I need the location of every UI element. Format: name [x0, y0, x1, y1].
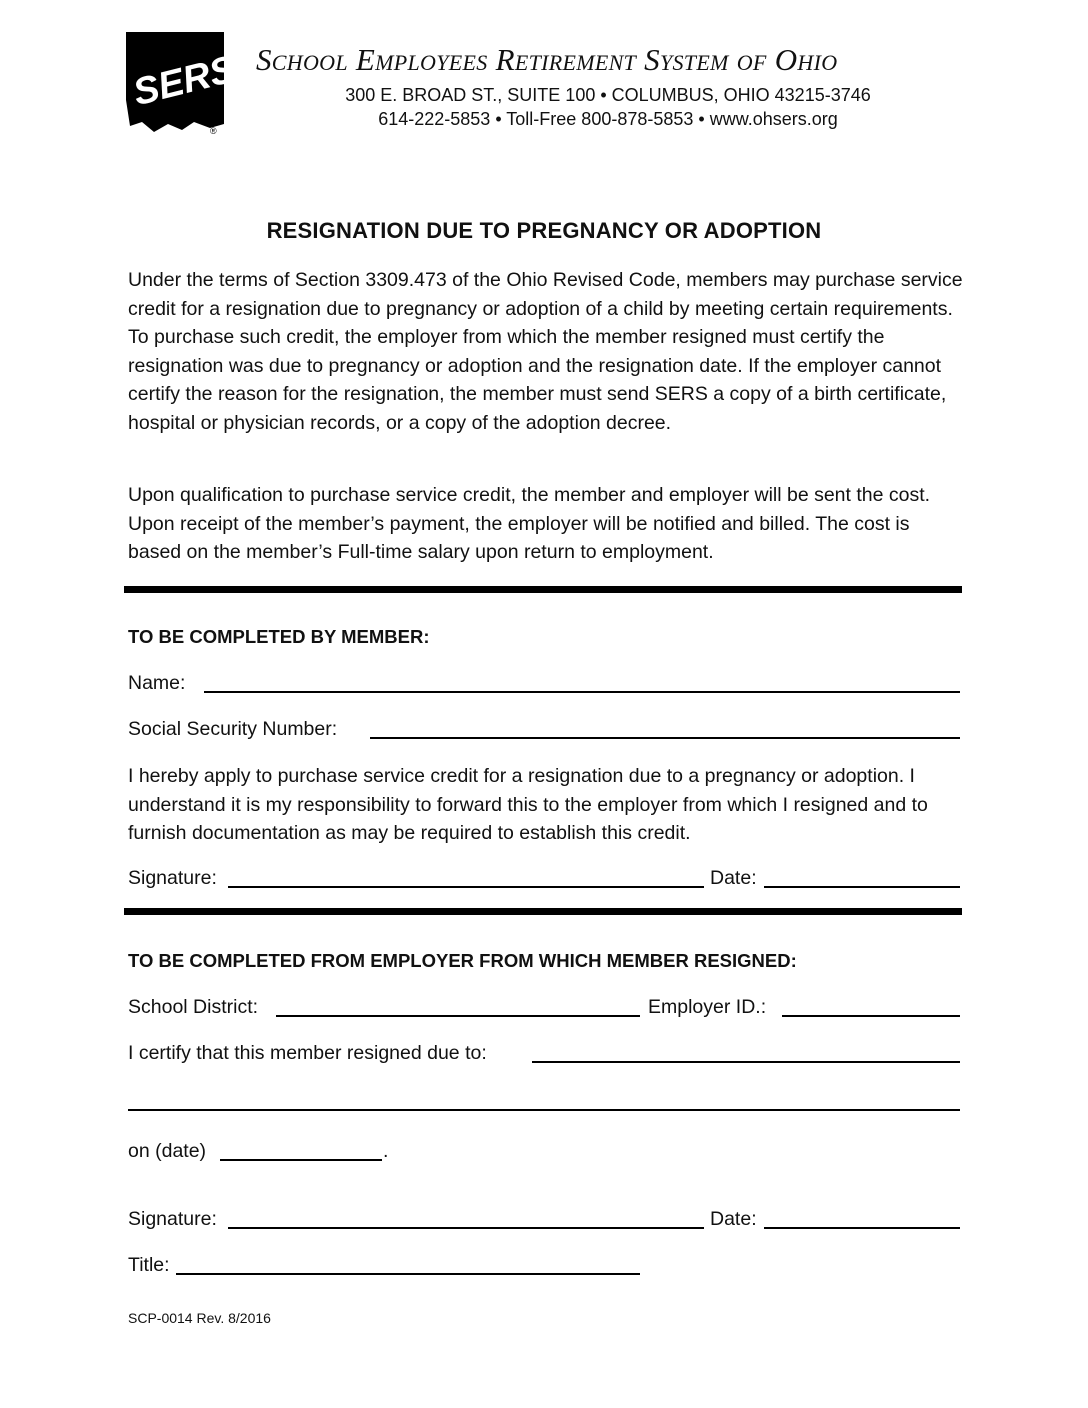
on-date-label: on (date)	[128, 1140, 207, 1162]
intro-paragraph-2: Upon qualification to purchase service credit, the member and employer will be sent the cost. Upon receipt of the member’s payment, the employer will be notified and billed. The cost is based on the member’s Full-time salary upon return to employment.	[128, 484, 931, 563]
member-section-heading: TO BE COMPLETED BY MEMBER:	[128, 626, 430, 647]
name-field[interactable]	[204, 691, 960, 693]
school-district-field[interactable]	[276, 1015, 640, 1017]
employer-section-heading: TO BE COMPLETED FROM EMPLOYER FROM WHICH MEMBER RESIGNED:	[128, 950, 797, 971]
member-signature-label: Signature:	[128, 867, 217, 889]
resignation-reason-field-line-2[interactable]	[128, 1109, 960, 1111]
ssn-field[interactable]	[370, 737, 960, 739]
member-date-field[interactable]	[764, 886, 960, 888]
member-signature-field[interactable]	[228, 886, 704, 888]
school-district-label: School District:	[128, 996, 259, 1018]
member-statement: I hereby apply to purchase service credit for a resignation due to a pregnancy or adoption. I understand it is my responsibility to forward this to the employer from which I resigned and to furnish documentation as may be required to establish this credit.	[128, 765, 928, 844]
employer-date-label: Date:	[710, 1208, 757, 1230]
name-label: Name:	[128, 672, 186, 694]
employer-id-label: Employer ID.:	[648, 996, 767, 1018]
section-divider	[124, 586, 962, 593]
resignation-reason-field[interactable]	[532, 1061, 960, 1063]
form-title: RESIGNATION DUE TO PREGNANCY OR ADOPTION	[266, 218, 822, 243]
employer-signature-label: Signature:	[128, 1208, 217, 1230]
employer-date-field[interactable]	[764, 1227, 960, 1229]
svg-text:®: ®	[210, 126, 217, 136]
ssn-label: Social Security Number:	[128, 718, 338, 740]
certify-label: I certify that this member resigned due to:	[128, 1042, 487, 1064]
title-field[interactable]	[176, 1273, 640, 1275]
member-date-label: Date:	[710, 867, 757, 889]
organization-name: School Employees Retirement System of Ohio	[256, 42, 838, 77]
form-number: SCP-0014 Rev. 8/2016	[128, 1310, 271, 1326]
on-date-period: .	[383, 1140, 389, 1162]
organization-address: 300 E. BROAD ST., SUITE 100 • COLUMBUS, OHIO 43215-3746	[345, 85, 871, 105]
resignation-date-field[interactable]	[220, 1159, 382, 1161]
employer-signature-field[interactable]	[228, 1227, 704, 1229]
section-divider	[124, 908, 962, 915]
logo-text: SERS	[129, 48, 240, 115]
title-label: Title:	[128, 1254, 170, 1276]
sers-logo	[124, 30, 240, 136]
intro-paragraph-1: Under the terms of Section 3309.473 of the Ohio Revised Code, members may purchase service credit for a resignation due to pregnancy or adoption of a child by meeting certain requirements. To purchase such credit, the employer from which the member resigned must certify the resignation was due to pregnancy or adoption and the resignation date. If the employer cannot certify the reason for the resignation, the member must send SERS a copy of a birth certificate, hospital or physician records, or a copy of the adoption decree.	[128, 269, 963, 434]
employer-id-field[interactable]	[782, 1015, 960, 1017]
organization-contact: 614-222-5853 • Toll-Free 800-878-5853 • www.ohsers.org	[378, 109, 838, 129]
